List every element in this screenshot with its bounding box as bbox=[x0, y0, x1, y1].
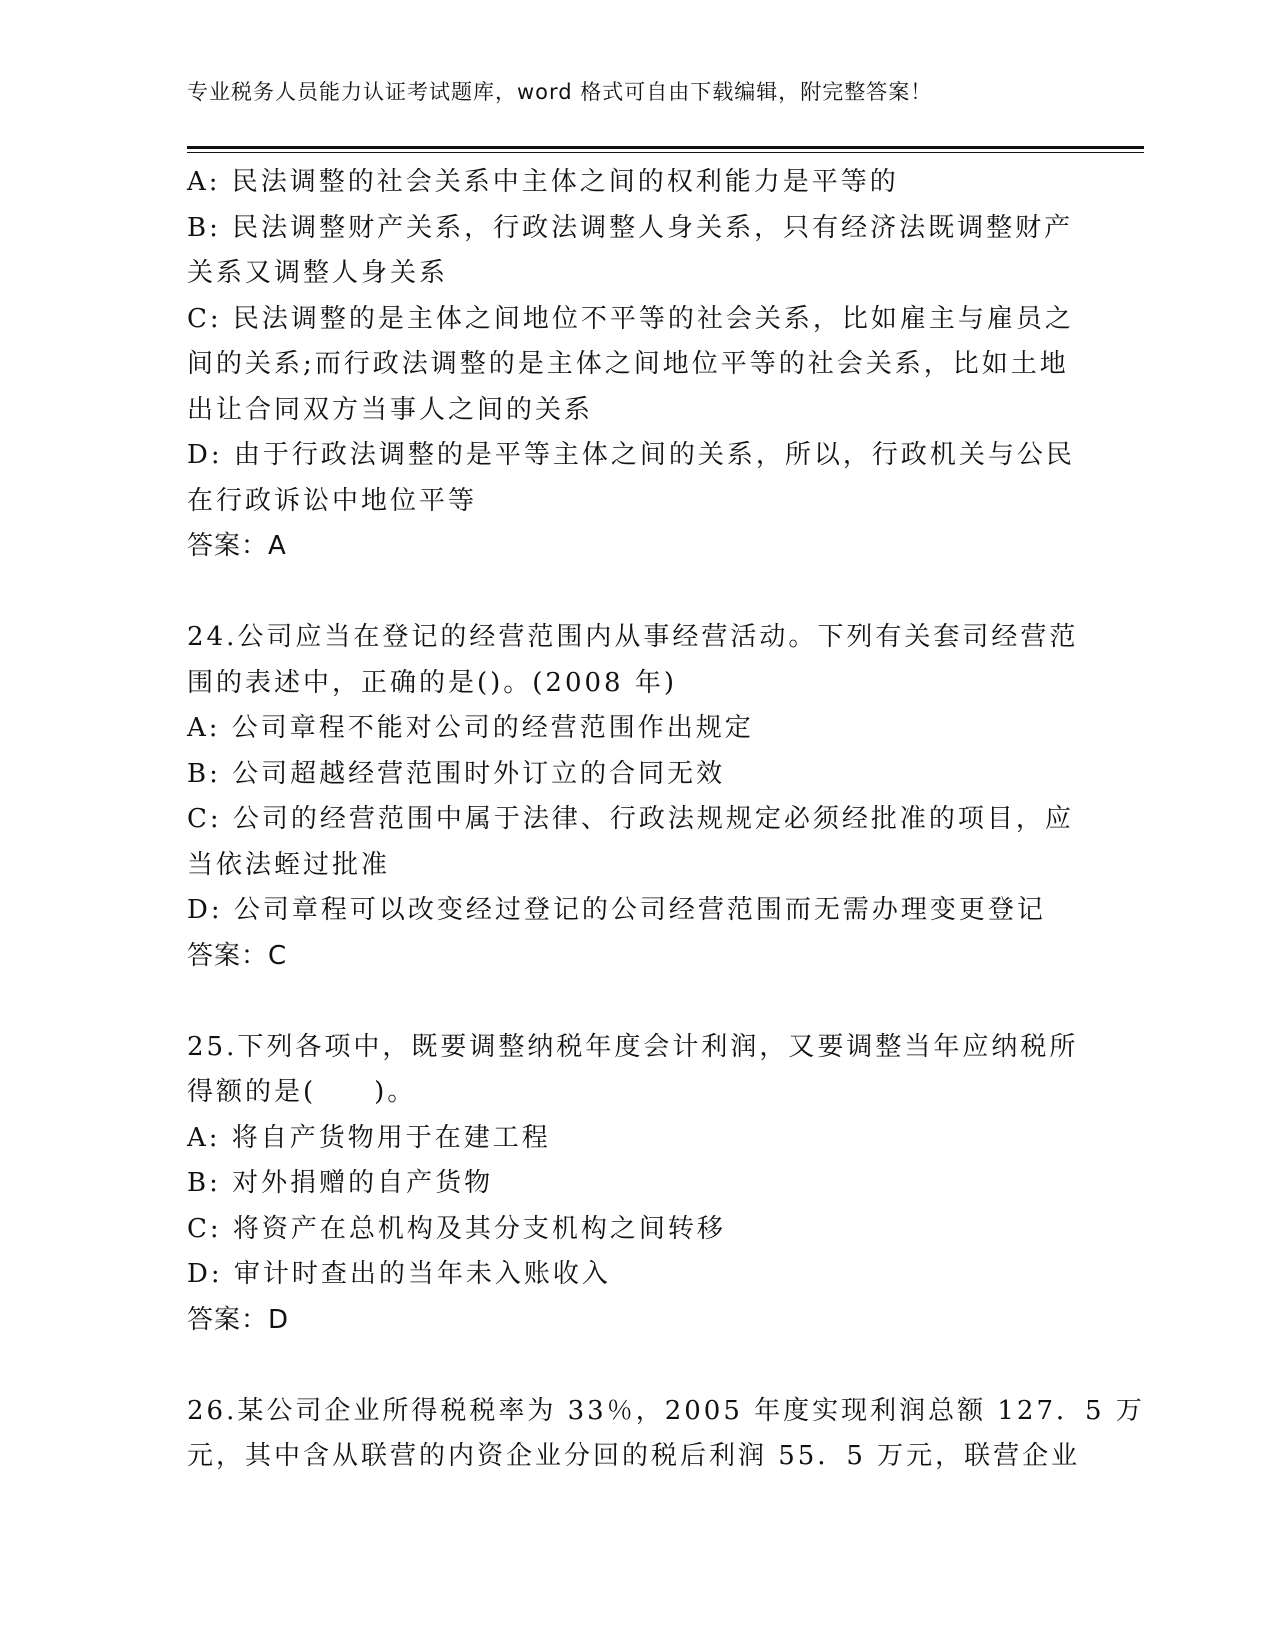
q23-answer: 答案：A bbox=[187, 531, 287, 561]
q25-option-a: A: 将自产货物用于在建工程 bbox=[187, 1122, 551, 1153]
question-25 bbox=[187, 1025, 1087, 1344]
q26-stem-line-1: 26.某公司企业所得税税率为 33％，2005 年度实现利润总额 127．5 万 bbox=[187, 1395, 1145, 1426]
q24-stem-line-1: 24.公司应当在登记的经营范围内从事经营活动。下列有关套司经营范 bbox=[187, 622, 1079, 652]
question-24 bbox=[187, 615, 1087, 979]
document-body bbox=[187, 160, 1145, 1480]
spacer bbox=[187, 979, 1087, 1025]
question-26 bbox=[187, 1389, 1145, 1480]
q25-option-b: B: 对外捐赠的自产货物 bbox=[187, 1168, 494, 1198]
q25-option-c: C: 将资产在总机构及其分支机构之间转移 bbox=[187, 1213, 726, 1244]
q24-option-c-line-1: C: 公司的经营范围中属于法律、行政法规规定必须经批准的项目，应 bbox=[187, 804, 1074, 834]
q24-option-b: B: 公司超越经营范围时外订立的合同无效 bbox=[187, 758, 726, 789]
q24-option-a: A: 公司章程不能对公司的经营范围作出规定 bbox=[187, 713, 754, 743]
q23-option-a: A: 民法调整的社会关系中主体之间的权利能力是平等的 bbox=[187, 167, 899, 197]
q25-answer: 答案：D bbox=[187, 1304, 290, 1335]
q23-option-d-line-1: D: 由于行政法调整的是平等主体之间的关系，所以，行政机关与公民 bbox=[187, 440, 1075, 470]
q25-stem-line-1: 25.下列各项中，既要调整纳税年度会计利润，又要调整当年应纳税所 bbox=[187, 1031, 1079, 1062]
q23-option-d-line-2: 在行政诉讼中地位平等 bbox=[187, 485, 478, 516]
q25-option-d: D: 审计时查出的当年未入账收入 bbox=[187, 1259, 611, 1289]
header-rule-thin bbox=[187, 152, 1144, 153]
header-rule-thick bbox=[187, 146, 1144, 149]
q24-option-d: D: 公司章程可以改变经过登记的公司经营范围而无需办理变更登记 bbox=[187, 895, 1046, 925]
q24-stem-line-2: 围的表述中，正确的是()。(2008 年) bbox=[187, 667, 678, 698]
q26-stem-line-2: 元，其中含从联营的内资企业分回的税后利润 55．5 万元，联营企业 bbox=[187, 1441, 1081, 1471]
q24-option-c-line-2: 当依法蛭过批准 bbox=[187, 849, 391, 880]
q23-option-b-line-1: B: 民法调整财产关系，行政法调整人身关系，只有经济法既调整财产 bbox=[187, 212, 1074, 243]
spacer bbox=[187, 1343, 1087, 1389]
q23-option-c-line-2: 间的关系;而行政法调整的是主体之间地位平等的社会关系，比如土地 bbox=[187, 349, 1069, 379]
q25-stem-line-2: 得额的是( )。 bbox=[187, 1077, 417, 1107]
question-23-options bbox=[187, 160, 1087, 570]
q23-option-c-line-1: C: 民法调整的是主体之间地位不平等的社会关系，比如雇主与雇员之 bbox=[187, 303, 1074, 334]
q23-option-c-line-3: 出让合同双方当事人之间的关系 bbox=[187, 394, 594, 425]
q23-option-b-line-2: 关系又调整人身关系 bbox=[187, 258, 449, 288]
spacer bbox=[187, 570, 1087, 616]
page-header: 专业税务人员能力认证考试题库，word 格式可自由下载编辑，附完整答案！ bbox=[187, 80, 933, 104]
q24-answer: 答案：C bbox=[187, 940, 288, 971]
